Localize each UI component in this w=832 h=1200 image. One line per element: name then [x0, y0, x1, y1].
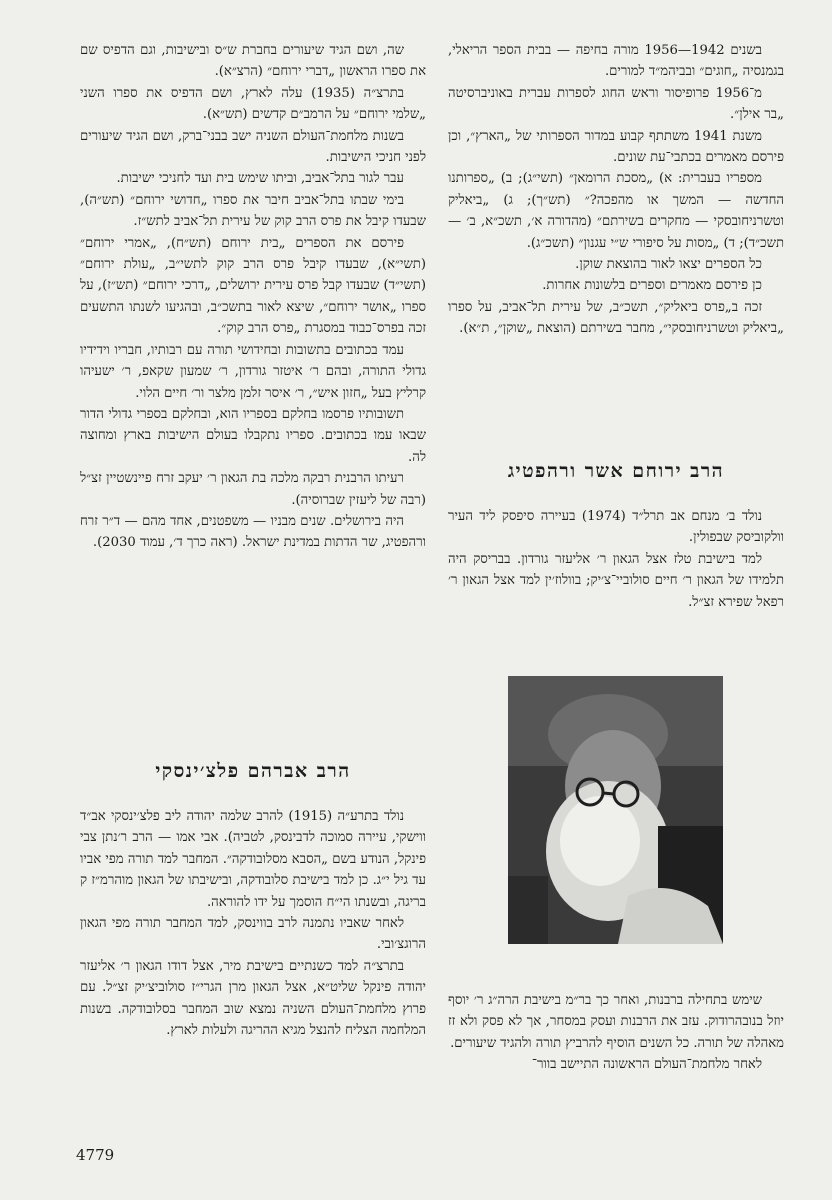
paragraph: בשנות מלחמת־העולם השניה ישב בבני־ברק, ושם הגיד שיעורים לפני חניכי הישיבות.: [80, 128, 426, 166]
paragraph: מ־1956 פרופיסור וראש החוג לספרות עברית באוניברסיטה „בר אילן״.: [448, 85, 784, 123]
paragraph: זכה ב„פרס ביאליק״, תשכ״ב, של עירית תל־אביב, על ספרו „ביאליק וטשרניחובסקי״, מחבר בשירתם (הוצאת „שוקן״, ת״א).: [448, 299, 784, 337]
right-column-bottom: [448, 990, 784, 1076]
paragraph: נולד בתרע״ה (1915) להרב שלמה יהודה ליב פלצ׳ינסקי אב״ד ווישקי, עיירה סמוכה לדבינסק, לטביה). אבי אמו — הרב ר׳נתן צבי פינקל, הנודע בשם „הסבא מסלובודקה״. המחבר למד תורה מפי אביו עד גיל י״ג. כן למד בישיבת סלובודקה, ובישיבתו של הגאון מוהרמ״ז ק בריגה, ובשנתו הי״ח הוסמך על ידו להוראה.: [80, 809, 426, 910]
paragraph: היה בירושלים. שנים מבניו — משפטנים, אחד מהם — ד״ר זרח ורהפטיג, שר הדתות במדינת ישראל. (ראה כרך ד׳, עמוד 2030).: [80, 513, 426, 551]
entry-heading-warhaftig: הרב ירוחם אשר ורהפטיג: [507, 460, 725, 482]
paragraph: תשובותיו פרסמו בחלקם בספריו הוא, ובחלקם בספרי גדולי הדור שבאו עמו בכתובים. ספריו נתקבלו בעולם הישיבות בארץ ומחוצה לה.: [80, 406, 426, 465]
portrait-image: [508, 676, 723, 944]
paragraph: כן פירסם מאמרים וספרים בלשונות אחרות.: [542, 278, 762, 294]
paragraph: עבר לגור בתל־אביב, וביתו שימש בית ועד לחניכי ישיבות.: [116, 171, 404, 187]
right-column-bio: [448, 506, 784, 613]
paragraph: שימש בתחילה ברבנות, ואחר כך בר״מ בישיבת הרה״ג ר׳ יוסף יוזל בנובהרודוק. עזב את הרבנות ועסק במסחר, אך לא פסק ולא זז מאהלה של תורה. כל השנים הוסיף להרביץ תורה ולהגיד שיעורים.: [448, 993, 784, 1051]
paragraph: בתרצ״ה למד כשנתיים בישיבת מיר, אצל דודו הגאון ר׳ אליעזר יהודה פינקל שליט״א, אצל הגאון מרן הגרי״ז סולוביצ׳יק זצ״ל. עם פרוץ מלחמת־העולם השניה נמצא שוב המחבר בסלובודקה. בשנות המלחמה הצליח להנצל מגיא ההריגה ולעלות לארץ.: [80, 958, 426, 1039]
paragraph: מספריו בעברית: א) „מסכת הרומאן״ (תשי״ג); ב) „ספרותנו החדשה — המשך או מהפכה?״ (תש״ך); ג) „ביאליק וטשרניחובסקי — מחקרים בשירתם״ (מהדורה א׳, תשכ״א, ב׳ — תשכ״ד); ד) „מסות על סיפורי ש״י עגנון״ (תשכ״ג).: [448, 171, 784, 251]
page-number: 4779: [76, 1146, 115, 1164]
left-column-bio: [80, 806, 426, 1041]
paragraph: רעיתו הרבנית רבקה מלכה בת הגאון ר׳ יעקב זרח פיינשטיין זצ״ל (רבה של ליעזין שברוסיה).: [80, 471, 426, 508]
paragraph: בימי שבתו בתל־אביב חיבר את ספרו „חדושי ירוחם״ (תש״ה), שבעדו קיבל את פרס הרב קוק של עירית תל־אביב לתש״ז.: [80, 192, 426, 230]
paragraph: לאחר מלחמת־העולם הראשונה התיישב בוור־: [531, 1057, 762, 1073]
paragraph: עמד בכתובים בתשובות ובחידושי תורה עם רבותיו, חבריו וידידיו גדולי התורה, ובהם ר׳ איטזר גורדון, ר׳ שמעון שקאפ, ר׳ ישעיהו קרליץ בעל „חזון איש״, ר׳ איסר זלמן מלצר ור׳ חיים הלוי.: [80, 342, 426, 401]
right-column: [448, 40, 784, 340]
paragraph: לאחר שאביו נתמנה לרב בווינסק, למד המחבר תורה מפי הגאון הרוגצ׳ובי.: [80, 916, 426, 953]
portrait-photo: [508, 676, 723, 944]
paragraph: נולד ב׳ מנחם אב תרל״ד (1974) בעיירה סיפסק ליד העיר וולקוביסק שבפולין.: [448, 509, 784, 546]
paragraph: למד בישיבת טלז אצל הגאון ר׳ אליעזר גורדון. בבריסק היה תלמידו של הגאון ר׳ חיים סולוביי־צ׳יק; בוולוז׳ין למד אצל הגאון ר׳ רפאל שפירא זצ״ל.: [448, 551, 784, 610]
left-column: [80, 40, 426, 554]
entry-heading-palchinsky: הרב אברהם פלצ׳ינסקי: [155, 760, 351, 782]
paragraph: משנת 1941 משתתף קבוע במדור הספרותי של „הארץ״, וכן פירסם מאמרים בכתבי־עת שונים.: [448, 128, 784, 166]
paragraph: כל הספרים יצאו לאור בהוצאת שוקן.: [575, 257, 762, 273]
paragraph: בשנים 1942—1956 מורה בחיפה — בבית הספר הריאלי, בגמנסיה „חוגים״ ובביהמ״ד למורים.: [448, 43, 784, 80]
paragraph: שה, ושם הגיד שיעורים בחברת ש״ס ובישיבות, וגם הדפיס שם את ספרו הראשון „דברי ירוחם״ (הרצ״א).: [80, 43, 426, 80]
paragraph: פירסם את הספרים „בית ירוחם (תש״ח), „אמרי ירוחם״ (תשי״א), שבעדו קיבל פרס הרב קוק לתשי״ב, „עולת ירוחם״ (תשי״ד) שבעדו קבל פרס עירית ירושלים, „דרכי ירוחם״ (תש״ז), על ספרו „אושר ירוחם״, שיצא לאור בתשכ״ב, ובהגיעו לשנתו התשעים זכה בפרס־כבוד במסגרת „פרס הרב קוק״.: [80, 235, 426, 337]
paragraph: בתרצ״ה (1935) עלה לארץ, ושם הדפיס את ספרו השני „שלמי ירוחם״ על הרמב״ם קדשים (תש״א).: [80, 85, 426, 123]
